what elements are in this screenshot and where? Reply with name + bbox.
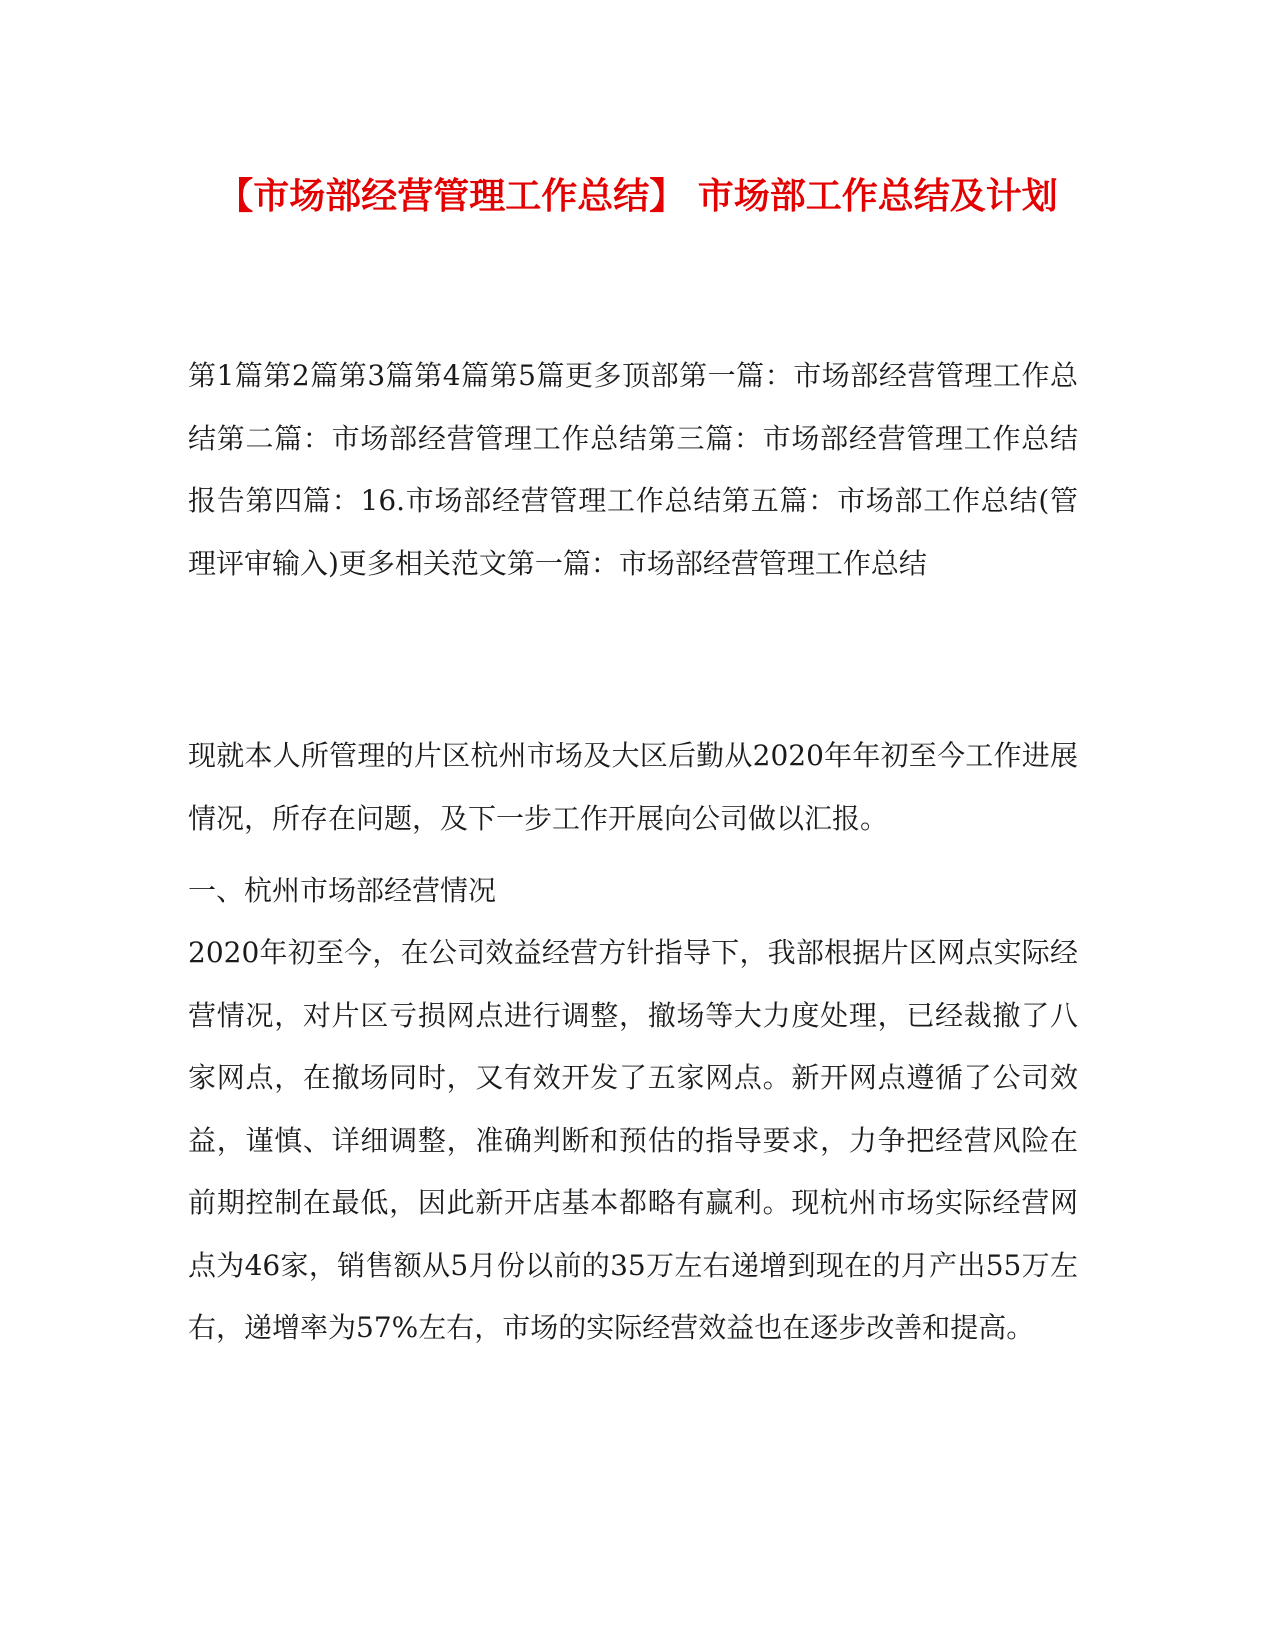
toc-paragraph: 第1篇第2篇第3篇第4篇第5篇更多顶部第一篇：市场部经营管理工作总结第二篇：市场部经营管理工作总结第三篇：市场部经营管理工作总结报告第四篇：16.市场部经营管理工作总结第五篇：市场部工作总结(管理评审输入)更多相关范文第一篇：市场部经营管理工作总结	[188, 359, 1078, 580]
section-heading: 一、杭州市场部经营情况	[188, 874, 497, 907]
body-paragraph: 2020年初至今，在公司效益经营方针指导下，我部根据片区网点实际经营情况，对片区亏损网点进行调整，撤场等大力度处理，已经裁撤了八家网点，在撤场同时，又有效开发了五家网点。新开网点遵循了公司效益，谨慎、详细调整，准确判断和预估的指导要求，力争把经营风险在前期控制在最低，因此新开店基本都略有赢利。现杭州市场实际经营网点为46家，销售额从5月份以前的35万左右递增到现在的月产出55万左右，递增率为57%左右，市场的实际经营效益也在逐步改善和提高。	[188, 936, 1078, 1344]
intro-paragraph: 现就本人所管理的片区杭州市场及大区后勤从2020年年初至今工作进展情况，所存在问题，及下一步工作开展向公司做以汇报。	[188, 739, 1078, 835]
document-title: 【市场部经营管理工作总结】 市场部工作总结及计划	[217, 176, 1058, 217]
